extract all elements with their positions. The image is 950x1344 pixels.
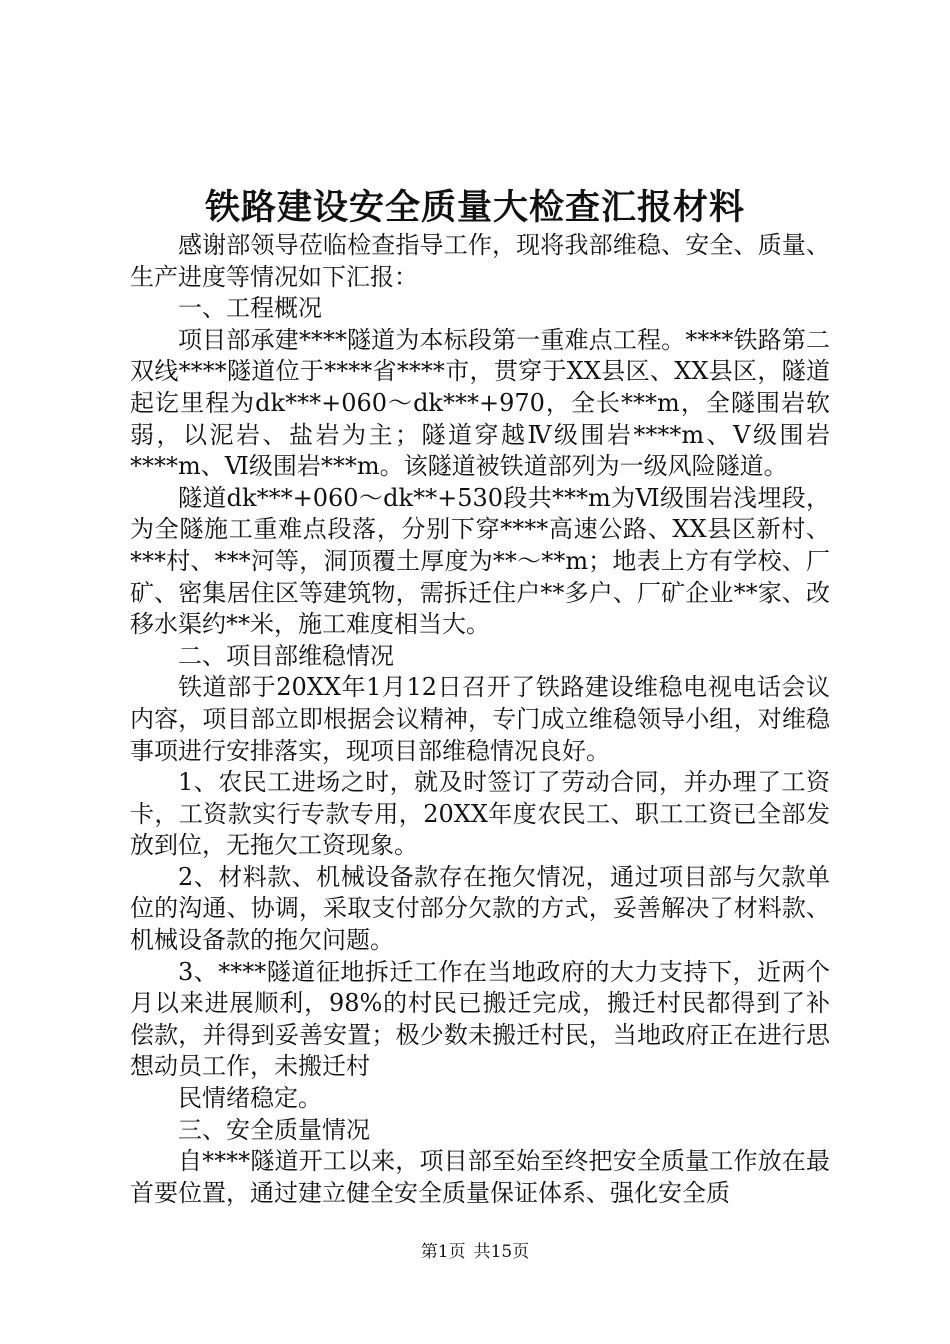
- section-heading-safety: 三、安全质量情况: [178, 1115, 370, 1144]
- paragraph-relocation-continuation: 民情绪稳定。: [178, 1084, 322, 1113]
- intro-paragraph: 感谢部领导莅临检查指导工作，现将我部维稳、安全、质量、生产进度等情况如下汇报：: [130, 231, 830, 291]
- paragraph-safety-quality: 自****隧道开工以来，项目部至始至终把安全质量工作放在最首要位置，通过建立健全安全质量保证体系、强化安全质: [130, 1147, 830, 1207]
- section-heading-stability: 二、项目部维稳情况: [178, 641, 394, 670]
- paragraph-item-1-wages: 1、农民工进场之时，就及时签订了劳动合同，并办理了工资卡，工资款实行专款专用，20XX年度农民工、职工工资已全部发放到位，无拖欠工资现象。: [130, 768, 830, 860]
- document-title: 铁路建设安全质量大检查汇报材料: [204, 187, 745, 228]
- paragraph-tunnel-overview: 项目部承建****隧道为本标段第一重难点工程。****铁路第二双线****隧道位于****省****市，贯穿于XX县区、XX县区，隧道起讫里程为dk***+060～dk***+970，全长***m，全隧围岩软弱，以泥岩、盐岩为主；隧道穿越Ⅳ级围岩****m、Ⅴ级围岩****m、Ⅵ级围岩***m。该隧道被铁道部列为一级风险隧道。: [130, 325, 830, 481]
- page-number: 第1页: [420, 1242, 466, 1262]
- document-body: [130, 230, 830, 1209]
- paragraph-item-3-relocation: 3、****隧道征地拆迁工作在当地政府的大力支持下，近两个月以来进展顺利，98%的村民已搬迁完成，搬迁村民都得到了补偿款，并得到妥善安置；极少数未搬迁村民，当地政府正在进行思想动员工作，未搬迁村: [130, 957, 830, 1081]
- page-total: 共15页: [473, 1242, 530, 1262]
- page-footer: [0, 1240, 950, 1264]
- section-heading-overview: 一、工程概况: [178, 294, 322, 323]
- paragraph-shallow-section: 隧道dk***+060～dk**+530段共***m为Ⅵ级围岩浅埋段，为全隧施工重难点段落，分别下穿****高速公路、XX县区新村、***村、***河等，洞顶覆土厚度为**～**m；地表上方有学校、厂矿、密集居住区等建筑物，需拆迁住户**多户、厂矿企业**家、改移水渠约**米，施工难度相当大。: [130, 483, 830, 639]
- paragraph-item-2-payments: 2、材料款、机械设备款存在拖欠情况，通过项目部与欠款单位的沟通、协调，采取支付部分欠款的方式，妥善解决了材料款、机械设备款的拖欠问题。: [130, 862, 830, 955]
- paragraph-stability-meeting: 铁道部于20XX年1月12日召开了铁路建设维稳电视电话会议内容，项目部立即根据会议精神，专门成立维稳领导小组，对维稳事项进行安排落实，现项目部维稳情况良好。: [130, 673, 830, 765]
